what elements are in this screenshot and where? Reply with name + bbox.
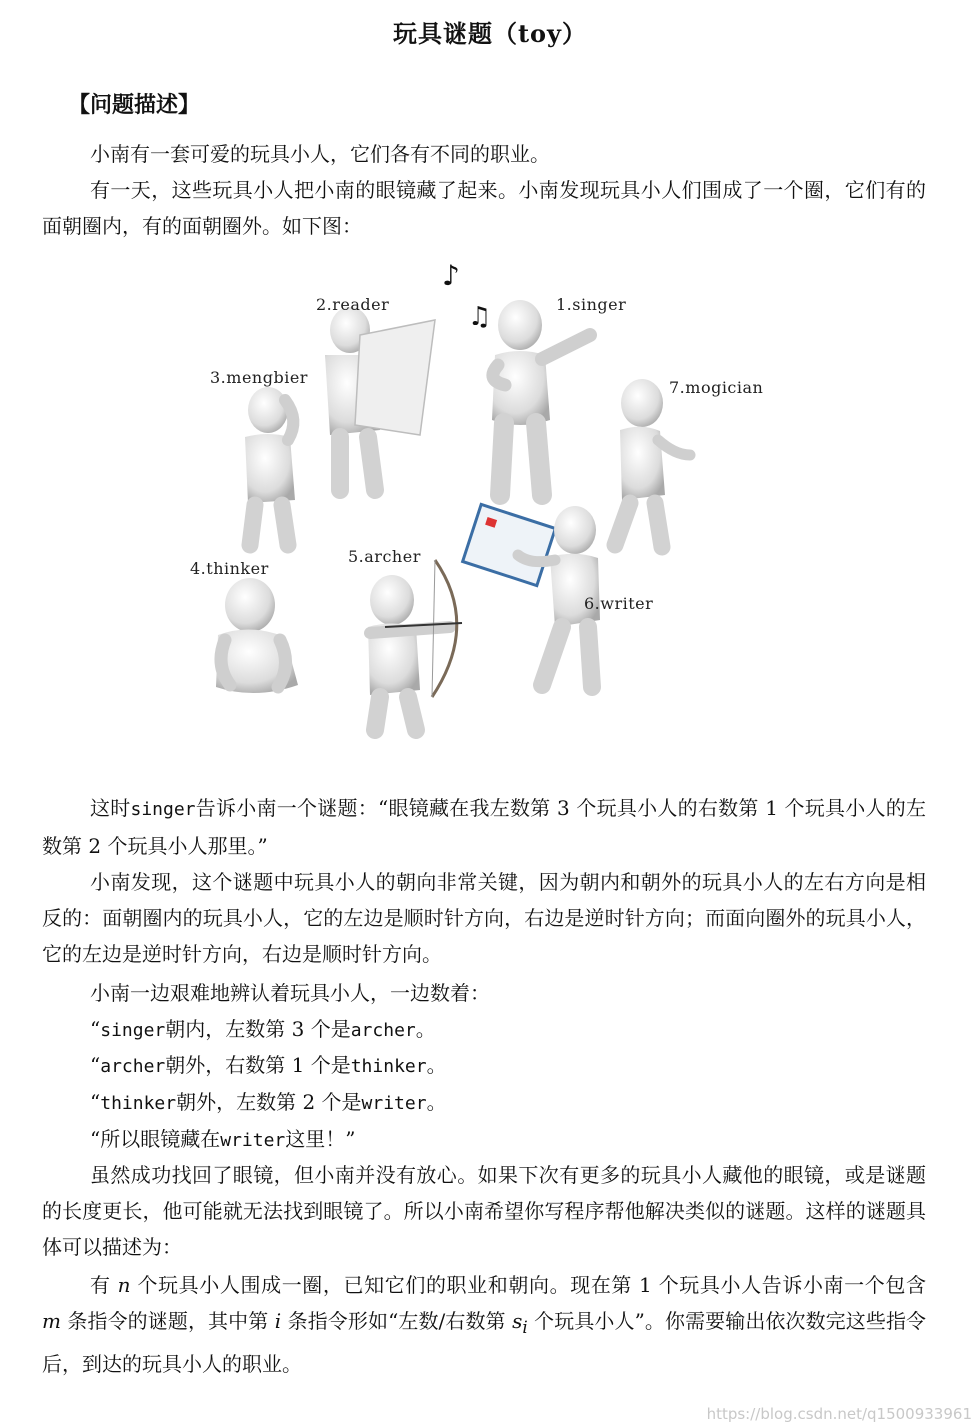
music-note-icon: ♫ xyxy=(468,302,492,332)
counting-step-1: “singer朝内，左数第 3 个是archer。 xyxy=(90,1017,436,1041)
watermark: https://blog.csdn.net/q1500933961 xyxy=(706,1405,972,1423)
paragraph-circle: 有一天，这些玩具小人把小南的眼镜藏了起来。小南发现玩具小人们围成了一个圈，它们有的面朝圈内，有的面朝圈外。如下图： xyxy=(42,178,926,238)
paragraph-riddle: 这时singer告诉小南一个谜题：“眼镜藏在我左数第 3 个玩具小人的右数第 1 个玩具小人的左数第 2 个玩具小人那里。” xyxy=(42,796,927,858)
figure-label-mengbier: 3.mengbier xyxy=(210,368,308,387)
section-heading: 【问题描述】 xyxy=(68,92,201,118)
toy-circle-illustration xyxy=(170,255,810,750)
figure-mogician xyxy=(615,379,690,547)
figure-label-thinker: 4.thinker xyxy=(190,559,269,578)
figure-mengbier xyxy=(245,387,295,545)
figure-label-mogician: 7.mogician xyxy=(669,378,764,397)
figure-thinker xyxy=(216,578,298,693)
figure-label-archer: 5.archer xyxy=(348,547,421,566)
figure-label-reader: 2.reader xyxy=(316,295,390,314)
music-note-icon: ♪ xyxy=(442,259,460,292)
figure-label-writer: 6.writer xyxy=(584,594,654,613)
variable-i: i xyxy=(274,1309,282,1333)
paragraph-counting: 小南一边艰难地辨认着玩具小人，一边数着： xyxy=(90,981,490,1005)
variable-m: m xyxy=(42,1309,61,1333)
paragraph-direction-rules: 小南发现，这个谜题中玩具小人的朝向非常关键，因为朝内和朝外的玩具小人的左右方向是相反的：面朝圈内的玩具小人，它的左边是顺时针方向，右边是逆时针方向；而面向圈外的玩具小人，它的左边是逆时针方向，右边是顺时针方向。 xyxy=(42,870,926,966)
paragraph-intro: 小南有一套可爱的玩具小人，它们各有不同的职业。 xyxy=(90,142,550,166)
counting-step-2: “archer朝外，右数第 1 个是thinker。 xyxy=(90,1053,447,1077)
counting-conclusion: “所以眼镜藏在writer这里！” xyxy=(90,1127,356,1151)
paragraph-motivation: 虽然成功找回了眼镜，但小南并没有放心。如果下次有更多的玩具小人藏他的眼镜，或是谜题的长度更长，他可能就无法找到眼镜了。所以小南希望你写程序帮他解决类似的谜题。这样的谜题具体可以描述为： xyxy=(42,1163,926,1259)
figure-archer xyxy=(368,560,462,730)
variable-s: $s_i$ xyxy=(512,1309,528,1337)
page-title: 玩具谜题（toy） xyxy=(392,19,588,48)
figure-label-singer: 1.singer xyxy=(556,295,627,314)
paragraph-problem-statement: 有 n 个玩具小人围成一圈，已知它们的职业和朝向。现在第 1 个玩具小人告诉小南一个包含 m 条指令的谜题，其中第 i 条指令形如“左数/右数第 $s_i$ 个玩具小人”。你需要输出依次数完这些指令后，到达的玩具小人的职业。 xyxy=(42,1273,927,1376)
counting-step-3: “thinker朝外，左数第 2 个是writer。 xyxy=(90,1090,447,1114)
figure-singer xyxy=(492,300,590,495)
figure-writer xyxy=(463,504,600,687)
term-singer: singer xyxy=(130,799,196,820)
figure-reader xyxy=(325,307,435,490)
variable-n: n xyxy=(117,1273,131,1297)
